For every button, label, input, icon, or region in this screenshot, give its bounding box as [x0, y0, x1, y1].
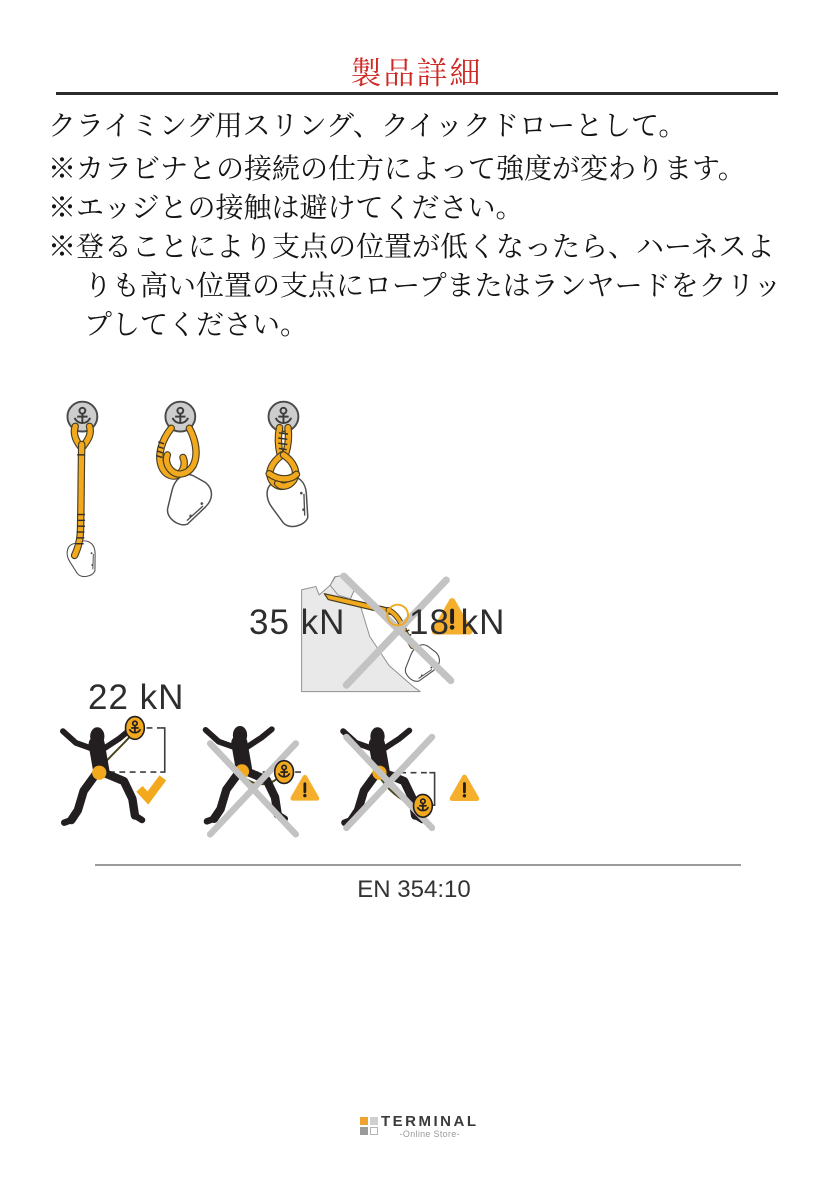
warning-triangle-icon — [452, 777, 477, 799]
check-icon — [139, 778, 162, 798]
description-note: ※登ることにより支点の位置が低くなったら、ハーネスよりも高い位置の支点にロープまたはランヤードをクリップしてください。 — [48, 231, 782, 340]
description-note: ※エッジとの接触は避けてください。 — [48, 192, 524, 223]
description-intro: クライミング用スリング、クイックドローとして。 — [48, 110, 687, 141]
brand-name: TERMINAL — [381, 1113, 479, 1130]
product-description — [48, 106, 792, 344]
usage-diagram-below-incorrect — [343, 727, 477, 828]
page-title: 製品詳細 — [350, 56, 483, 91]
sling-icon — [156, 428, 196, 476]
usage-diagram-level-incorrect — [206, 726, 317, 834]
brand-mark-icon — [360, 1117, 378, 1135]
anchor-icon — [414, 794, 433, 817]
footer-logo — [360, 1114, 479, 1139]
logo-text — [381, 1114, 479, 1139]
sling-icon — [74, 426, 90, 555]
strength-diagram-35kn — [156, 402, 213, 529]
strength-label-35kn: 35 kN — [249, 603, 346, 642]
carabiner-icon — [67, 541, 98, 578]
anchor-icon — [275, 761, 294, 784]
carabiner-icon — [161, 473, 213, 529]
brand-tagline: -Online Store- — [399, 1129, 460, 1139]
description-note: ※カラビナとの接続の仕方によって強度が変わります。 — [48, 153, 746, 184]
warning-triangle-icon — [293, 777, 317, 798]
anchor-icon — [126, 717, 145, 740]
strength-label-22kn: 22 kN — [88, 678, 185, 717]
title-underline — [56, 92, 778, 95]
sling-icon — [269, 428, 296, 487]
usage-diagram-correct — [63, 717, 165, 823]
strength-diagram-18kn — [266, 402, 312, 529]
standard-label: EN 354:10 — [357, 876, 471, 903]
strength-diagram-22kn — [67, 402, 98, 578]
anchor-icon — [269, 402, 299, 432]
strength-label-18kn: 18 kN — [409, 603, 506, 642]
technical-diagrams — [0, 390, 833, 1110]
climber-icon — [63, 727, 142, 822]
section-divider — [95, 864, 741, 866]
